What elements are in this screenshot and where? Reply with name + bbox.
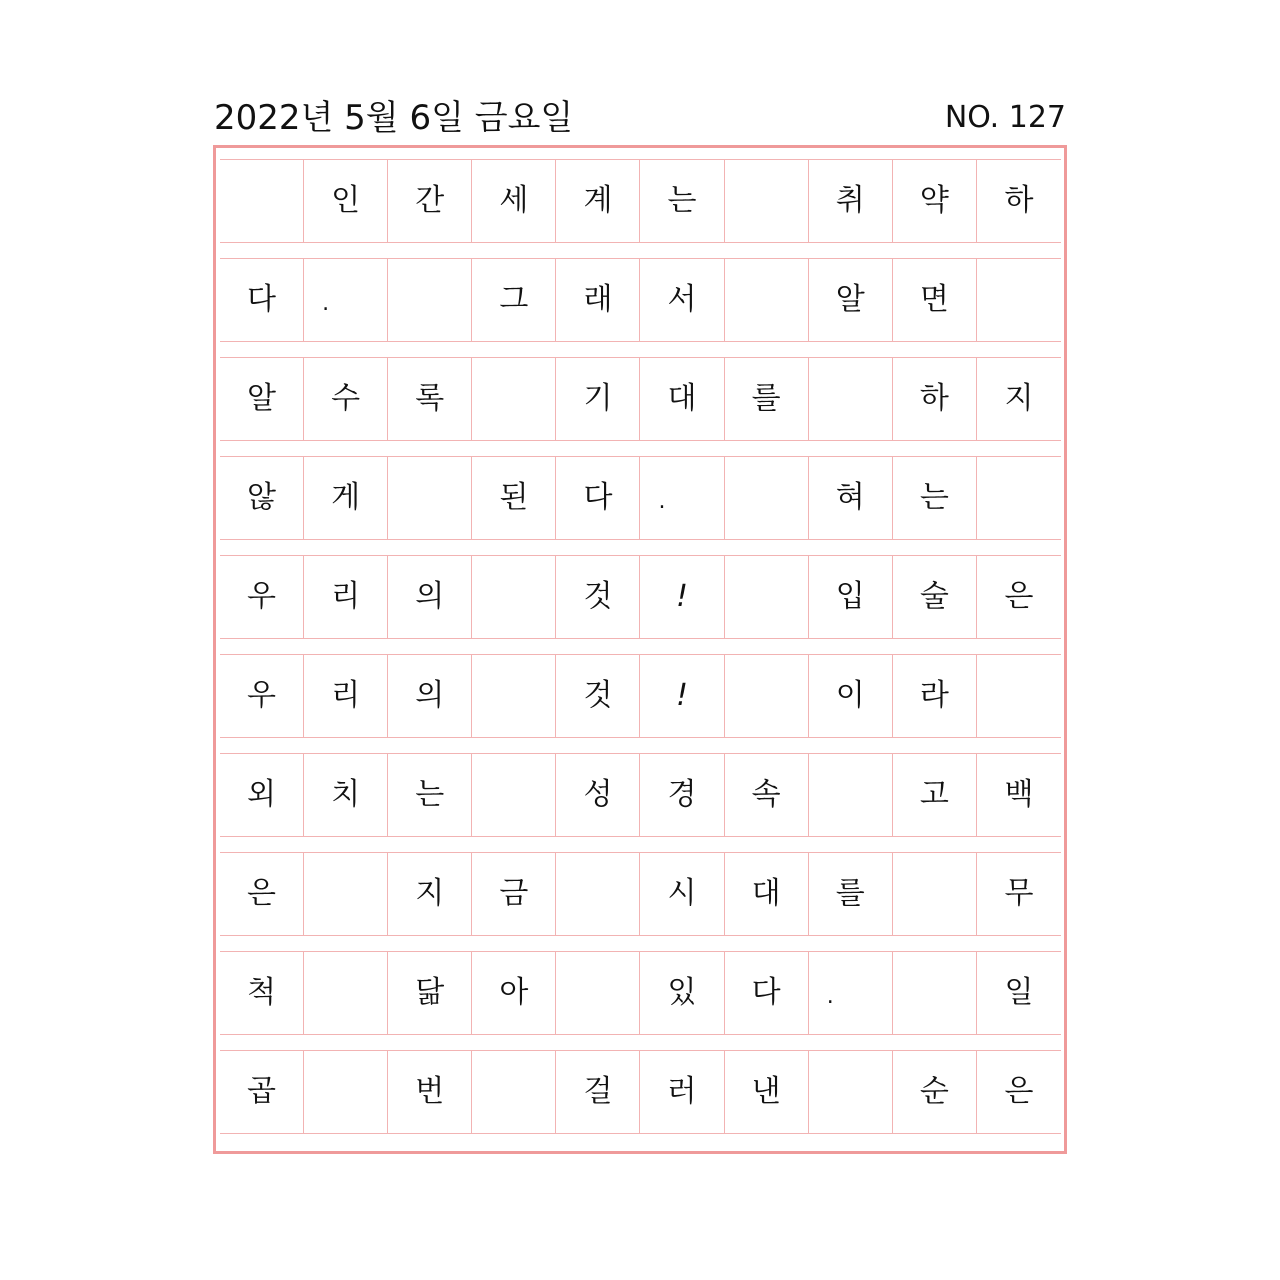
grid-cell: 대 — [725, 853, 809, 935]
grid-cell: 약 — [893, 160, 977, 242]
grid-row — [220, 258, 1061, 342]
grid-cell: 간 — [388, 160, 472, 242]
grid-cell: 무 — [1004, 876, 1034, 911]
grid-cell: 수 — [304, 358, 388, 440]
grid-cell: 서 — [640, 259, 724, 341]
grid-cell — [725, 556, 809, 638]
grid-cell: 의 — [388, 655, 472, 737]
grid-cell: 걸 — [556, 1051, 640, 1133]
grid-cell: 다 — [725, 952, 809, 1034]
grid-cell: 성 — [556, 754, 640, 836]
grid-cell: 않 — [220, 457, 304, 539]
grid-cell: 알 — [809, 259, 893, 341]
grid-cell — [809, 1051, 893, 1133]
grid-cell: 순 — [893, 1051, 977, 1133]
grid-cell: 를 — [725, 358, 809, 440]
grid-cell: 리 — [304, 655, 388, 737]
diary-date: 2022년 5월 6일 금요일 — [214, 98, 574, 138]
grid-cell: 세 — [472, 160, 556, 242]
grid-cell: . — [640, 457, 724, 539]
grid-row — [220, 1050, 1061, 1134]
grid-cell: 러 — [640, 1051, 724, 1133]
grid-cell — [725, 160, 809, 242]
entry-number: NO. 127 — [944, 100, 1066, 135]
grid-cell — [304, 853, 388, 935]
grid-cell: 록 — [388, 358, 472, 440]
grid-cell — [472, 556, 556, 638]
grid-row — [220, 951, 1061, 1035]
grid-cell: 있 — [640, 952, 724, 1034]
grid-cell: 그 — [472, 259, 556, 341]
grid-cell: 치 — [304, 754, 388, 836]
grid-cell — [725, 259, 809, 341]
grid-cell: 는 — [893, 457, 977, 539]
grid-cell: 닮 — [388, 952, 472, 1034]
grid-cell: 게 — [304, 457, 388, 539]
grid-cell: ! — [640, 556, 724, 638]
grid-cell — [388, 259, 472, 341]
grid-cell: 리 — [304, 556, 388, 638]
grid-cell: 고 — [893, 754, 977, 836]
grid-cell: 아 — [472, 952, 556, 1034]
grid-cell: 은 — [220, 853, 304, 935]
grid-cell: 시 — [640, 853, 724, 935]
grid-cell — [472, 655, 556, 737]
grid-cell — [556, 952, 640, 1034]
grid-cell: 의 — [388, 556, 472, 638]
grid-cell: 알 — [220, 358, 304, 440]
grid-cell: 를 — [809, 853, 893, 935]
grid-cell: 계 — [556, 160, 640, 242]
grid-cell — [809, 754, 893, 836]
grid-cell: 이 — [809, 655, 893, 737]
grid-cell: 척 — [220, 952, 304, 1034]
grid-row — [220, 357, 1061, 441]
grid-cell: 금 — [472, 853, 556, 935]
grid-cell: 것 — [556, 556, 640, 638]
grid-row — [220, 456, 1061, 540]
grid-cell: 일 — [1004, 975, 1034, 1010]
manuscript-sheet — [213, 145, 1067, 1154]
grid-row — [220, 654, 1061, 738]
grid-cell: 면 — [893, 259, 977, 341]
grid-cell: 은 — [1004, 579, 1034, 614]
grid-cell — [304, 952, 388, 1034]
grid-cell: 혀 — [809, 457, 893, 539]
grid-cell — [893, 853, 977, 935]
grid-cell: 우 — [220, 655, 304, 737]
grid-cell: 낸 — [725, 1051, 809, 1133]
grid-cell: 취 — [809, 160, 893, 242]
grid-cell: 기 — [556, 358, 640, 440]
grid-cell: 입 — [809, 556, 893, 638]
grid-cell — [893, 952, 977, 1034]
grid-cell — [472, 358, 556, 440]
grid-cell: 외 — [220, 754, 304, 836]
grid-row — [220, 555, 1061, 639]
grid-cell: 다 — [556, 457, 640, 539]
grid-cell: 라 — [893, 655, 977, 737]
grid-cell: 래 — [556, 259, 640, 341]
grid-cell — [725, 457, 809, 539]
grid-cell — [304, 1051, 388, 1133]
grid-row — [220, 159, 1061, 243]
grid-cell: 것 — [556, 655, 640, 737]
grid-cell: . — [304, 259, 388, 341]
grid-cell: 하 — [1004, 183, 1034, 218]
grid-cell: 우 — [220, 556, 304, 638]
grid-cell: 곱 — [220, 1051, 304, 1133]
grid-cell — [472, 1051, 556, 1133]
grid-row — [220, 753, 1061, 837]
grid-cell: 지 — [1004, 381, 1034, 416]
grid-cell: 백 — [1004, 777, 1034, 812]
grid-cell — [388, 457, 472, 539]
grid-cell — [977, 655, 1061, 737]
grid-cell: . — [809, 952, 893, 1034]
grid-cell — [472, 754, 556, 836]
grid-cell — [809, 358, 893, 440]
grid-cell: 인 — [304, 160, 388, 242]
grid-cell — [725, 655, 809, 737]
grid-cell — [220, 160, 304, 242]
grid-cell: 하 — [893, 358, 977, 440]
grid-cell: 는 — [388, 754, 472, 836]
grid-cell: 번 — [388, 1051, 472, 1133]
grid-row — [220, 852, 1061, 936]
grid-cell: 술 — [893, 556, 977, 638]
grid-cell: 는 — [640, 160, 724, 242]
grid-cell: 된 — [472, 457, 556, 539]
grid-cell: 경 — [640, 754, 724, 836]
grid-cell — [556, 853, 640, 935]
grid-cell: 대 — [640, 358, 724, 440]
grid-cell: 은 — [1004, 1074, 1034, 1109]
grid-cell: ! — [640, 655, 724, 737]
grid-cell: 속 — [725, 754, 809, 836]
grid-cell — [977, 457, 1061, 539]
grid-cell: 지 — [388, 853, 472, 935]
grid-cell — [977, 259, 1061, 341]
grid-cell: 다 — [220, 259, 304, 341]
